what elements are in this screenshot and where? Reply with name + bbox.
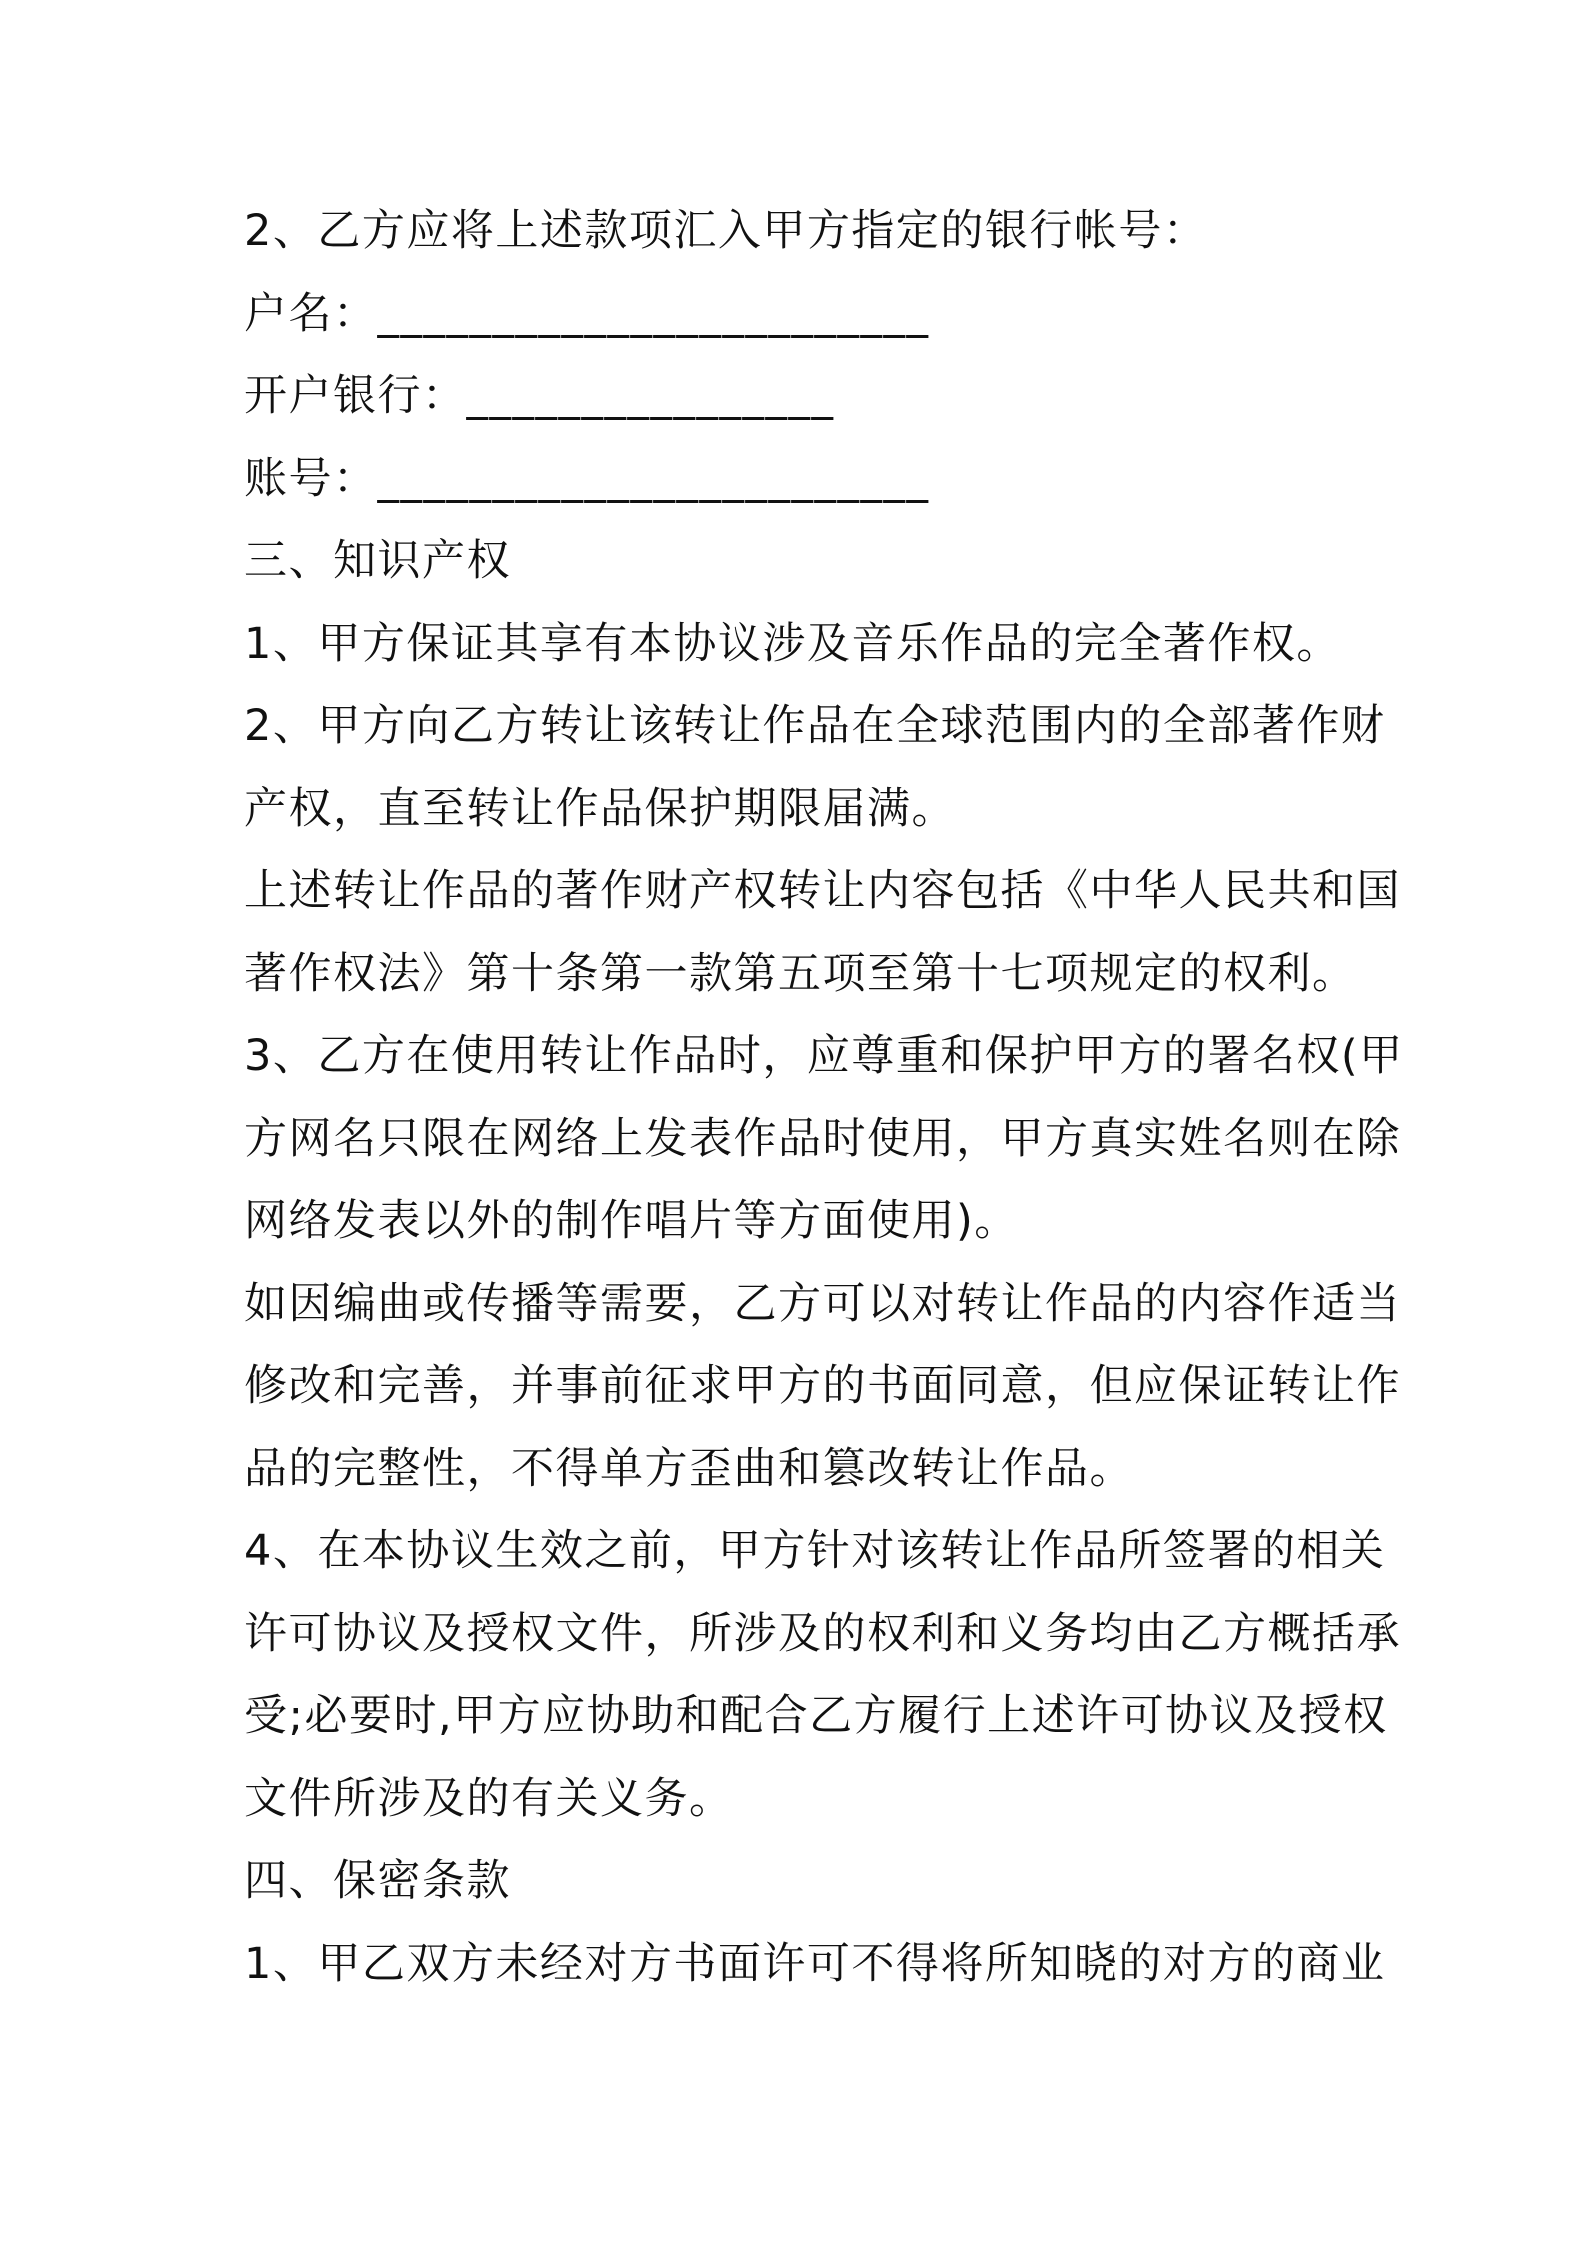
paragraph-line: 著作权法》第十条第一款第五项至第十七项规定的权利。 bbox=[244, 948, 1357, 999]
paragraph-line: 1、甲方保证其享有本协议涉及音乐作品的完全著作权。 bbox=[244, 618, 1341, 669]
paragraph-line: 方网名只限在网络上发表作品时使用，甲方真实姓名则在除 bbox=[244, 1113, 1401, 1164]
paragraph-line: 网络发表以外的制作唱片等方面使用)。 bbox=[244, 1196, 1019, 1246]
account-number-field: 账号：________________________ bbox=[244, 453, 930, 504]
paragraph-line: 产权，直至转让作品保护期限届满。 bbox=[244, 783, 956, 834]
payment-account-instruction: 2、乙方应将上述款项汇入甲方指定的银行帐号： bbox=[244, 206, 1208, 256]
paragraph-line: 2、甲方向乙方转让该转让作品在全球范围内的全部著作财 bbox=[244, 701, 1386, 751]
paragraph-line: 文件所涉及的有关义务。 bbox=[244, 1773, 734, 1824]
paragraph-line: 上述转让作品的著作财产权转让内容包括《中华人民共和国 bbox=[244, 866, 1401, 916]
opening-bank-field: 开户银行：________________ bbox=[244, 371, 835, 421]
document-body bbox=[244, 190, 1404, 2005]
paragraph-line: 4、在本协议生效之前，甲方针对该转让作品所签署的相关 bbox=[244, 1526, 1386, 1576]
paragraph-line: 修改和完善，并事前征求甲方的书面同意，但应保证转让作 bbox=[244, 1361, 1401, 1411]
section-heading-intellectual-property: 三、知识产权 bbox=[244, 536, 511, 586]
account-name-field: 户名：________________________ bbox=[244, 288, 930, 339]
paragraph-line: 1、甲乙双方未经对方书面许可不得将所知晓的对方的商业 bbox=[244, 1938, 1386, 1989]
paragraph-line: 品的完整性，不得单方歪曲和篡改转让作品。 bbox=[244, 1443, 1134, 1494]
section-heading-confidentiality: 四、保密条款 bbox=[244, 1856, 511, 1906]
paragraph-line: 如因编曲或传播等需要，乙方可以对转让作品的内容作适当 bbox=[244, 1278, 1401, 1329]
paragraph-line: 受;必要时,甲方应协助和配合乙方履行上述许可协议及授权 bbox=[244, 1691, 1388, 1741]
paragraph-line: 3、乙方在使用转让作品时，应尊重和保护甲方的署名权(甲 bbox=[244, 1031, 1404, 1081]
paragraph-line: 许可协议及授权文件，所涉及的权利和义务均由乙方概括承 bbox=[244, 1608, 1401, 1659]
